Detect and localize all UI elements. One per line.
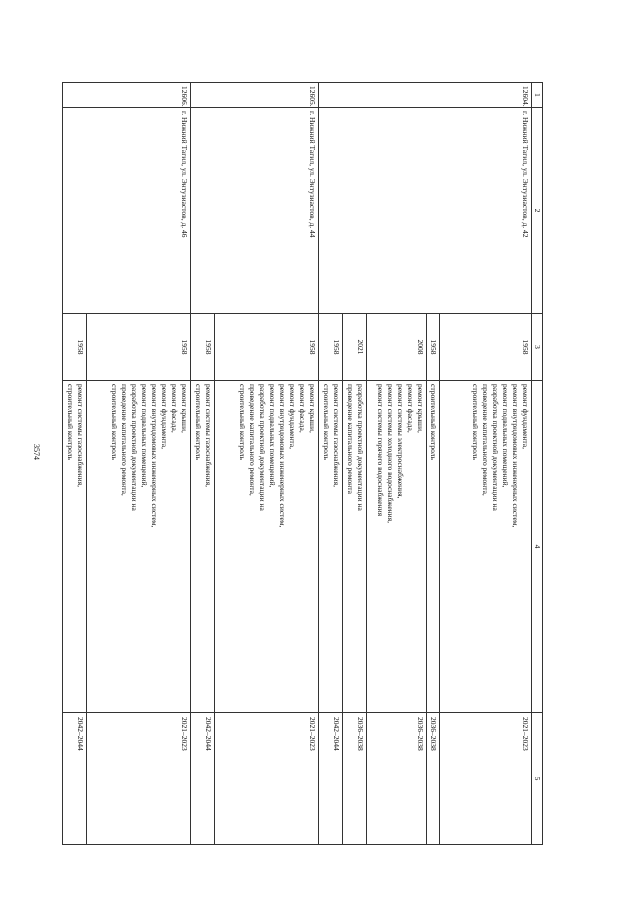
work-line: разработка проектной документации на xyxy=(356,384,365,511)
table-row xyxy=(87,83,191,845)
work-line: проведение капитального ремонта, xyxy=(120,384,129,496)
work-line: строительный контроль xyxy=(194,384,203,460)
works-cell xyxy=(87,381,191,713)
table-row xyxy=(440,83,532,845)
work-line: ремонт фасада, xyxy=(298,384,307,433)
work-line: ремонт фундамента, xyxy=(288,384,297,449)
year-cell: 1958 xyxy=(63,314,87,381)
work-line: строительный контроль xyxy=(66,384,75,460)
work-line: ремонт внутридомовых инженерных систем, xyxy=(511,384,520,528)
work-line: ремонт системы горячего водоснабжения xyxy=(376,384,385,517)
works-cell xyxy=(191,381,215,713)
work-line: ремонт крыши, xyxy=(308,384,317,433)
year-cell: 1958 xyxy=(319,314,343,381)
work-line: строительный контроль xyxy=(471,384,480,460)
work-line: разработка проектной документации на xyxy=(258,384,267,511)
work-line: ремонт подвальных помещений, xyxy=(501,384,510,488)
works-cell xyxy=(440,381,532,713)
works-cell xyxy=(343,381,367,713)
period-cell: 2021–2023 xyxy=(440,713,532,845)
year-cell: 1958 xyxy=(87,314,191,381)
year-cell: 2008 xyxy=(367,314,427,381)
column-header: 5 xyxy=(532,713,543,845)
work-line: ремонт подвальных помещений, xyxy=(140,384,149,488)
works-cell xyxy=(319,381,343,713)
year-cell: 1958 xyxy=(427,314,440,381)
year-cell: 1958 xyxy=(191,314,215,381)
period-cell: 2042–2044 xyxy=(191,713,215,845)
work-line: строительный контроль xyxy=(238,384,247,460)
works-cell xyxy=(427,381,440,713)
period-cell: 2021–2023 xyxy=(215,713,319,845)
period-cell: 2036–2038 xyxy=(427,713,440,845)
work-line: ремонт системы электроснабжения, xyxy=(396,384,405,499)
building-number: 12604. xyxy=(319,83,532,108)
header-row xyxy=(532,83,543,845)
work-line: строительный контроль xyxy=(322,384,331,460)
building-address: г. Нижний Тагил, ул. Энтузиастов, д. 46 xyxy=(63,108,191,314)
column-header: 4 xyxy=(532,381,543,713)
period-cell: 2036–2038 xyxy=(343,713,367,845)
work-line: проведение капитального ремонта xyxy=(346,384,355,494)
work-line: строительный контроль xyxy=(429,384,438,460)
work-line: ремонт внутридомовых инженерных систем, xyxy=(278,384,287,528)
work-line: ремонт фундамента, xyxy=(521,384,530,449)
work-line: ремонт системы газоснабжения, xyxy=(76,384,85,488)
work-line: ремонт внутридомовых инженерных систем, xyxy=(150,384,159,528)
work-line: ремонт фундамента, xyxy=(160,384,169,449)
work-line: ремонт подвальных помещений, xyxy=(268,384,277,488)
year-cell: 1958 xyxy=(215,314,319,381)
rotated-table-container xyxy=(66,82,543,844)
period-cell: 2036–2038 xyxy=(367,713,427,845)
work-line: разработка проектной документации на xyxy=(130,384,139,511)
year-cell: 1958 xyxy=(440,314,532,381)
works-cell xyxy=(367,381,427,713)
building-number: 12606. xyxy=(63,83,191,108)
work-line: ремонт крыши, xyxy=(416,384,425,433)
work-line: ремонт фасада, xyxy=(170,384,179,433)
work-line: ремонт системы холодного водоснабжения, xyxy=(386,384,395,524)
page-number: 3574 xyxy=(32,444,41,460)
work-line: проведение капитального ремонта, xyxy=(248,384,257,496)
work-line: разработка проектной документации на xyxy=(491,384,500,511)
building-number: 12605. xyxy=(191,83,319,108)
repair-schedule-table xyxy=(62,82,543,845)
period-cell: 2042–2044 xyxy=(63,713,87,845)
period-cell: 2021–2023 xyxy=(87,713,191,845)
year-cell: 2021 xyxy=(343,314,367,381)
building-address: г. Нижний Тагил, ул. Энтузиастов, д. 42 xyxy=(319,108,532,314)
column-header: 2 xyxy=(532,108,543,314)
work-line: строительный контроль xyxy=(110,384,119,460)
work-line: проведение капитального ремонта, xyxy=(481,384,490,496)
work-line: ремонт крыши, xyxy=(180,384,189,433)
column-header: 3 xyxy=(532,314,543,381)
building-address: г. Нижний Тагил, ул. Энтузиастов, д. 44 xyxy=(191,108,319,314)
work-line: ремонт фасада, xyxy=(406,384,415,433)
works-cell xyxy=(215,381,319,713)
table-row xyxy=(215,83,319,845)
work-line: ремонт системы газоснабжения, xyxy=(204,384,213,488)
period-cell: 2042–2044 xyxy=(319,713,343,845)
column-header: 1 xyxy=(532,83,543,108)
works-cell xyxy=(63,381,87,713)
work-line: ремонт системы газоснабжения, xyxy=(332,384,341,488)
